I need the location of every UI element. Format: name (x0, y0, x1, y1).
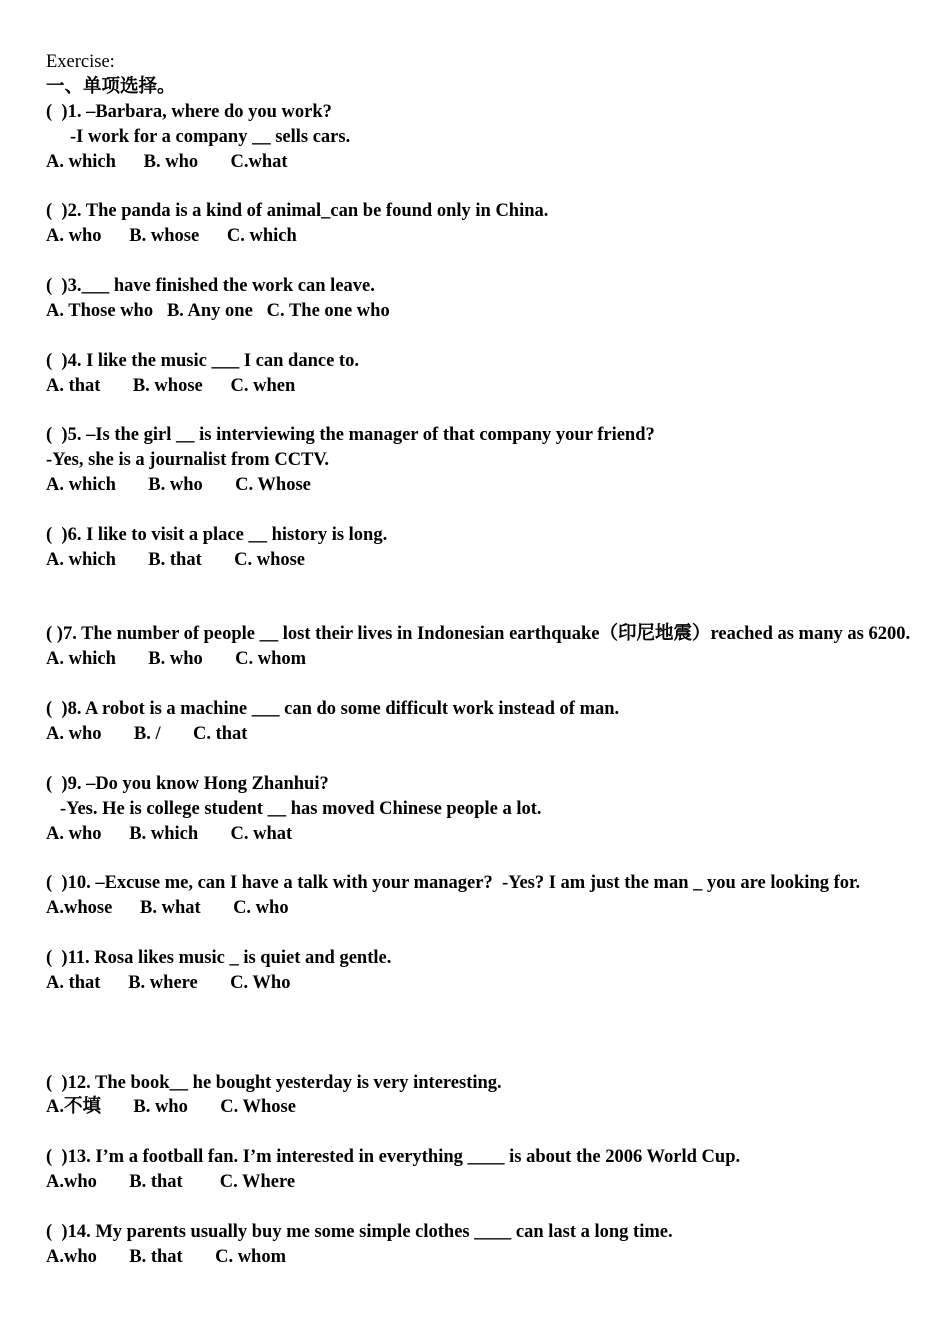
question-12-options: A.不填 B. who C. Whose (46, 1097, 296, 1118)
question-4: ( )4. I like the music ___ I can dance to. (46, 350, 359, 371)
question-6: ( )6. I like to visit a place __ history is long. (46, 524, 388, 545)
spacer (46, 1046, 916, 1071)
question-1-options: A. which B. who C.what (46, 151, 288, 172)
exercise-title: Exercise: (46, 52, 115, 72)
spacer (46, 1021, 916, 1046)
question-3-options: A. Those who B. Any one C. The one who (46, 300, 390, 321)
question-4-options: A. that B. whose C. when (46, 375, 296, 396)
question-12: ( )12. The book__ he bought yesterday is very interesting. (46, 1072, 502, 1093)
spacer (46, 249, 916, 274)
question-11: ( )11. Rosa likes music _ is quiet and gentle. (46, 948, 392, 969)
section-heading: 一、单项选择。 (46, 76, 176, 97)
spacer (46, 174, 916, 199)
spacer (46, 324, 916, 349)
question-1-line-2: -I work for a company __ sells cars. (70, 126, 351, 147)
spacer (46, 573, 916, 598)
question-13: ( )13. I’m a football fan. I’m interested in everything ____ is about the 2006 World Cup. (46, 1147, 741, 1168)
question-3: ( )3.___ have finished the work can leave. (46, 276, 375, 297)
question-10-options: A.whose B. what C. who (46, 898, 289, 919)
question-11-options: A. that B. where C. Who (46, 972, 291, 993)
spacer (46, 747, 916, 772)
spacer (46, 1120, 916, 1145)
question-10: ( )10. –Excuse me, can I have a talk with your manager? -Yes? I am just the man _ you are looking for. (46, 873, 861, 894)
question-5: ( )5. –Is the girl __ is interviewing the manager of that company your friend? (46, 425, 655, 446)
question-2: ( )2. The panda is a kind of animal_can be found only in China. (46, 201, 549, 222)
spacer (46, 398, 916, 423)
question-1: ( )1. –Barbara, where do you work? (46, 101, 332, 122)
spacer (46, 1195, 916, 1220)
question-9-options: A. who B. which C. what (46, 823, 293, 844)
exercise-page (46, 50, 916, 1270)
spacer (46, 921, 916, 946)
question-5-options: A. which B. who C. Whose (46, 475, 311, 496)
question-13-options: A.who B. that C. Where (46, 1172, 296, 1193)
spacer (46, 996, 916, 1021)
question-2-options: A. who B. whose C. which (46, 226, 297, 247)
question-7: ( )7. The number of people __ lost their lives in Indonesian earthquake（印尼地震）reached as many as 6200. (46, 624, 911, 645)
question-8-options: A. who B. / C. that (46, 724, 248, 745)
question-8: ( )8. A robot is a machine ___ can do some difficult work instead of man. (46, 699, 620, 720)
question-14: ( )14. My parents usually buy me some simple clothes ____ can last a long time. (46, 1221, 673, 1242)
question-6-options: A. which B. that C. whose (46, 549, 306, 570)
question-9-line-2: -Yes. He is college student __ has moved Chinese people a lot. (60, 798, 542, 819)
question-9: ( )9. –Do you know Hong Zhanhui? (46, 773, 329, 794)
question-14-options: A.who B. that C. whom (46, 1246, 287, 1267)
spacer (46, 498, 916, 523)
question-7-options: A. which B. who C. whom (46, 649, 307, 670)
question-5-line-2: -Yes, she is a journalist from CCTV. (46, 450, 329, 471)
spacer (46, 598, 916, 623)
spacer (46, 672, 916, 697)
spacer (46, 847, 916, 872)
